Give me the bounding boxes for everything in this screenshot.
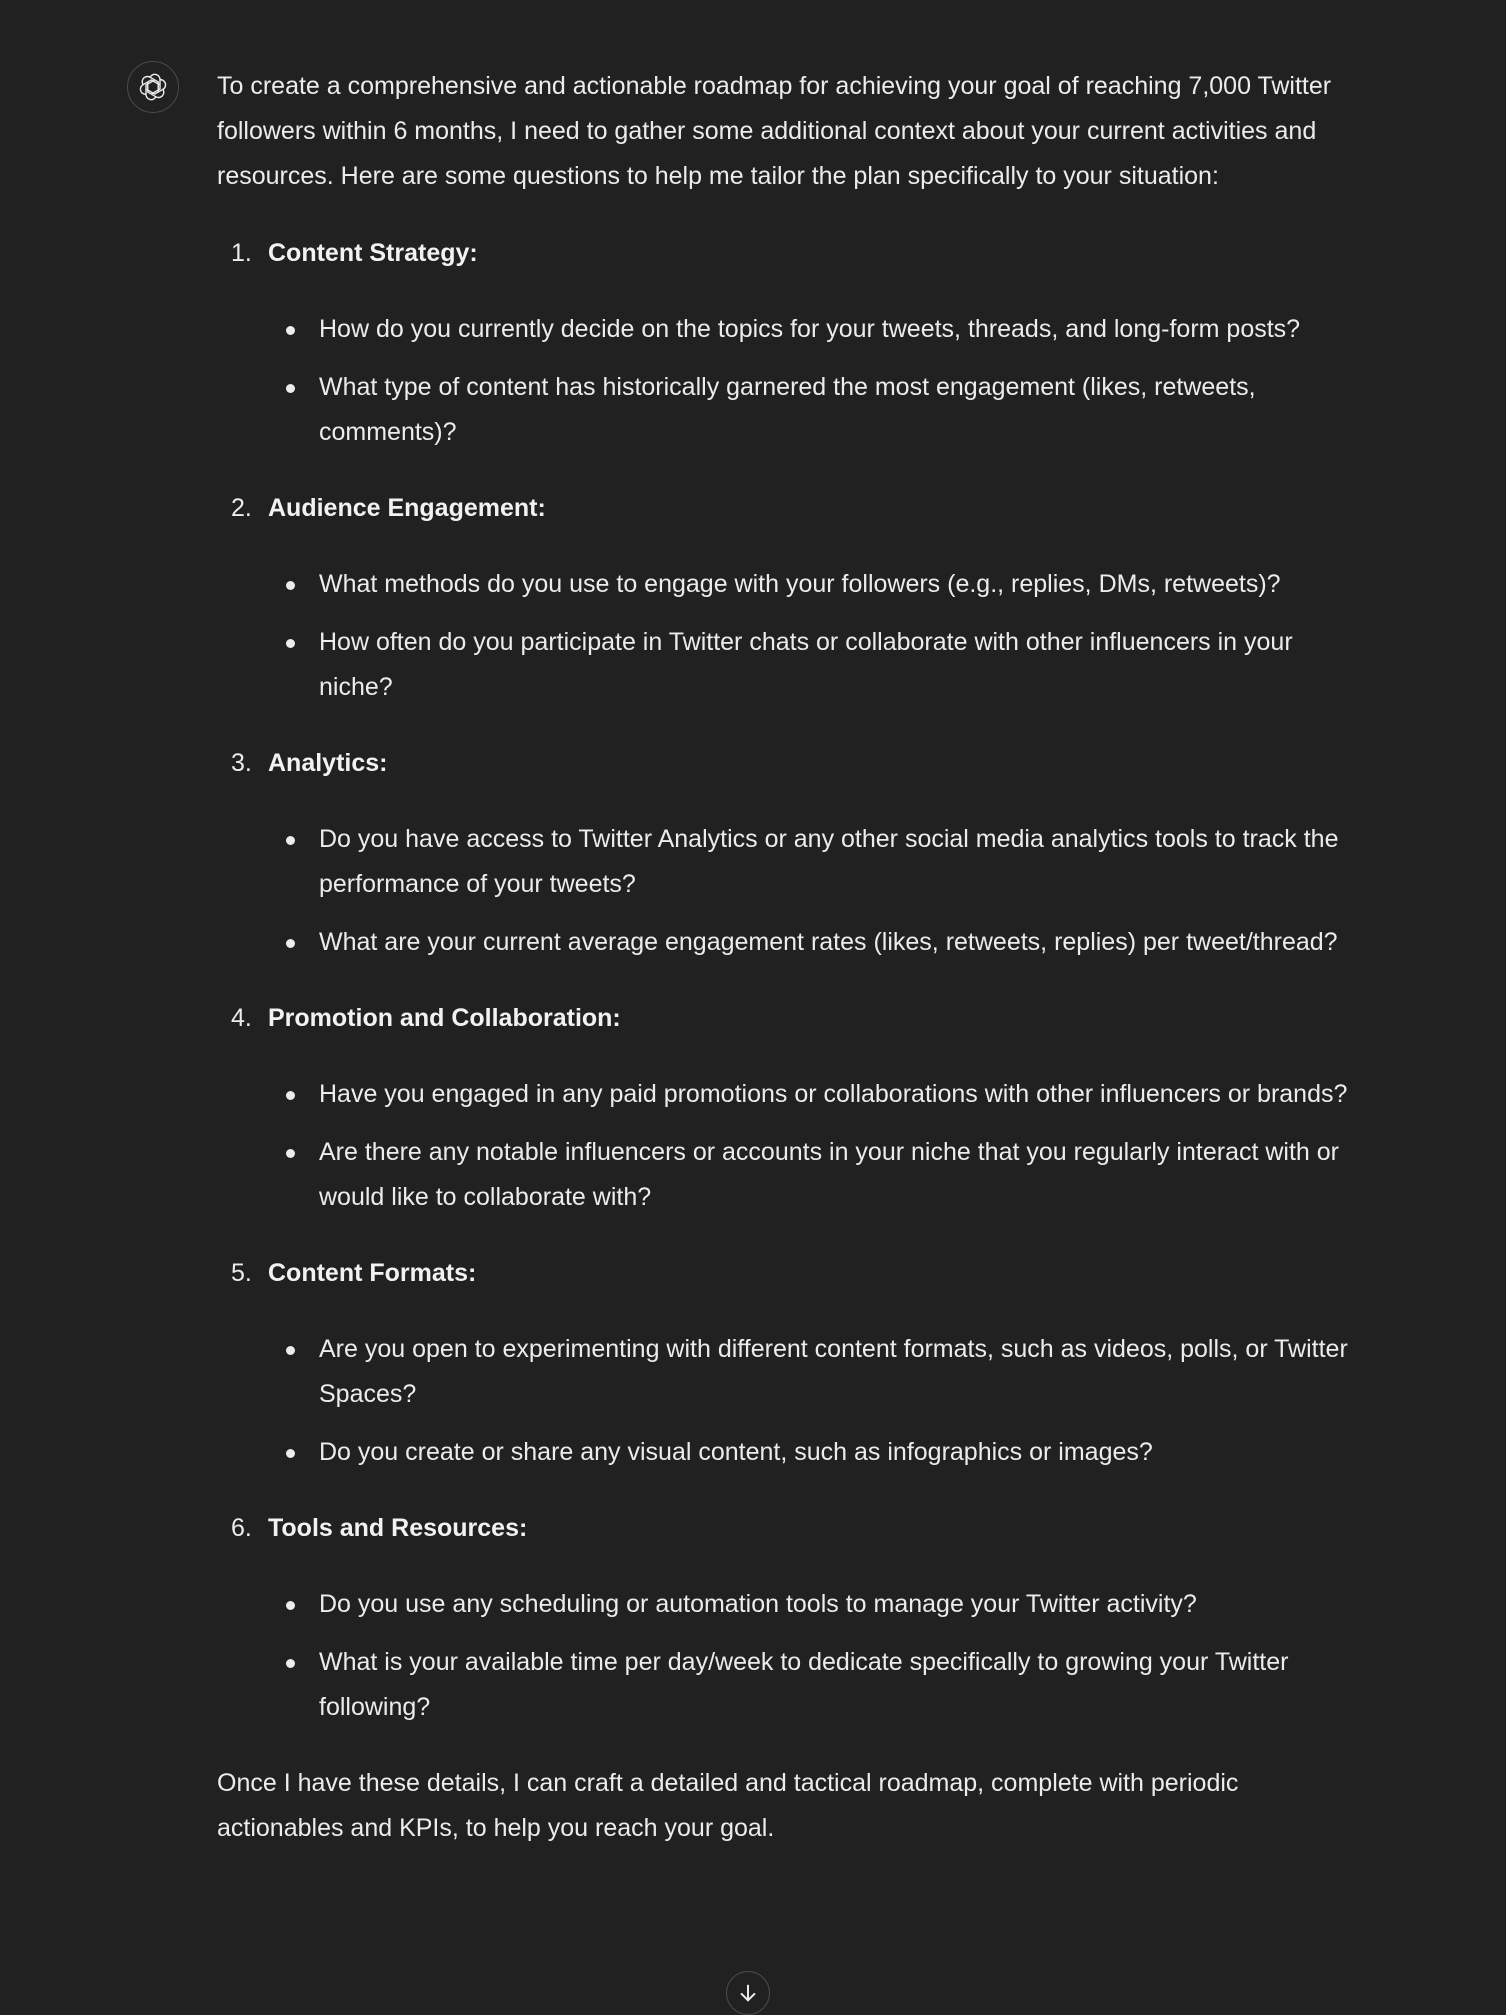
question-item: How do you currently decide on the topics for your tweets, threads, and long-form posts?	[268, 307, 1357, 352]
section-number: 5.	[231, 1259, 252, 1287]
question-item: What are your current average engagement rates (likes, retweets, replies) per tweet/thread?	[268, 920, 1357, 965]
openai-logo-icon	[138, 72, 168, 102]
section-heading: Analytics:	[268, 749, 388, 777]
section-item	[217, 741, 1357, 965]
section-heading: Audience Engagement:	[268, 494, 546, 522]
section-heading: Promotion and Collaboration:	[268, 1004, 621, 1032]
question-item: What methods do you use to engage with your followers (e.g., replies, DMs, retweets)?	[268, 562, 1357, 607]
question-item: Are there any notable influencers or accounts in your niche that you regularly interact with or would like to collaborate with?	[268, 1130, 1357, 1220]
question-item: Do you use any scheduling or automation tools to manage your Twitter activity?	[268, 1582, 1357, 1627]
section-heading: Content Strategy:	[268, 239, 478, 267]
question-item: How often do you participate in Twitter chats or collaborate with other influencers in your niche?	[268, 620, 1357, 710]
section-item	[217, 1506, 1357, 1730]
section-item	[217, 486, 1357, 710]
section-item	[217, 1251, 1357, 1475]
question-list	[268, 1327, 1357, 1475]
question-item: Have you engaged in any paid promotions or collaborations with other influencers or brands?	[268, 1072, 1357, 1117]
section-item	[217, 996, 1357, 1220]
section-heading: Tools and Resources:	[268, 1514, 528, 1542]
section-number: 2.	[231, 494, 252, 522]
question-list	[268, 817, 1357, 965]
question-item: Are you open to experimenting with different content formats, such as videos, polls, or Twitter Spaces?	[268, 1327, 1357, 1417]
question-list	[268, 1582, 1357, 1730]
message-intro: To create a comprehensive and actionable roadmap for achieving your goal of reaching 7,000 Twitter followers within 6 months, I need to gather some additional context about your current activities and resources. Here are some questions to help me tailor the plan specifically to your situation:	[217, 72, 1332, 190]
arrow-down-icon	[737, 1982, 759, 2004]
question-list	[268, 562, 1357, 710]
section-number: 4.	[231, 1004, 252, 1032]
question-sections	[217, 231, 1357, 1730]
section-heading: Content Formats:	[268, 1259, 477, 1287]
question-item: Do you create or share any visual content, such as infographics or images?	[268, 1430, 1357, 1475]
scroll-to-bottom-button[interactable]	[726, 1971, 770, 2015]
question-item: What type of content has historically garnered the most engagement (likes, retweets, comments)?	[268, 365, 1357, 455]
assistant-message	[217, 64, 1357, 1851]
question-item: What is your available time per day/week to dedicate specifically to growing your Twitter following?	[268, 1640, 1357, 1730]
message-outro: Once I have these details, I can craft a detailed and tactical roadmap, complete with periodic actionables and KPIs, to help you reach your goal.	[217, 1769, 1239, 1842]
section-number: 6.	[231, 1514, 252, 1542]
assistant-avatar	[127, 61, 179, 113]
question-list	[268, 1072, 1357, 1220]
question-item: Do you have access to Twitter Analytics or any other social media analytics tools to track the performance of your tweets?	[268, 817, 1357, 907]
question-list	[268, 307, 1357, 455]
section-number: 3.	[231, 749, 252, 777]
section-number: 1.	[231, 239, 252, 267]
section-item	[217, 231, 1357, 455]
